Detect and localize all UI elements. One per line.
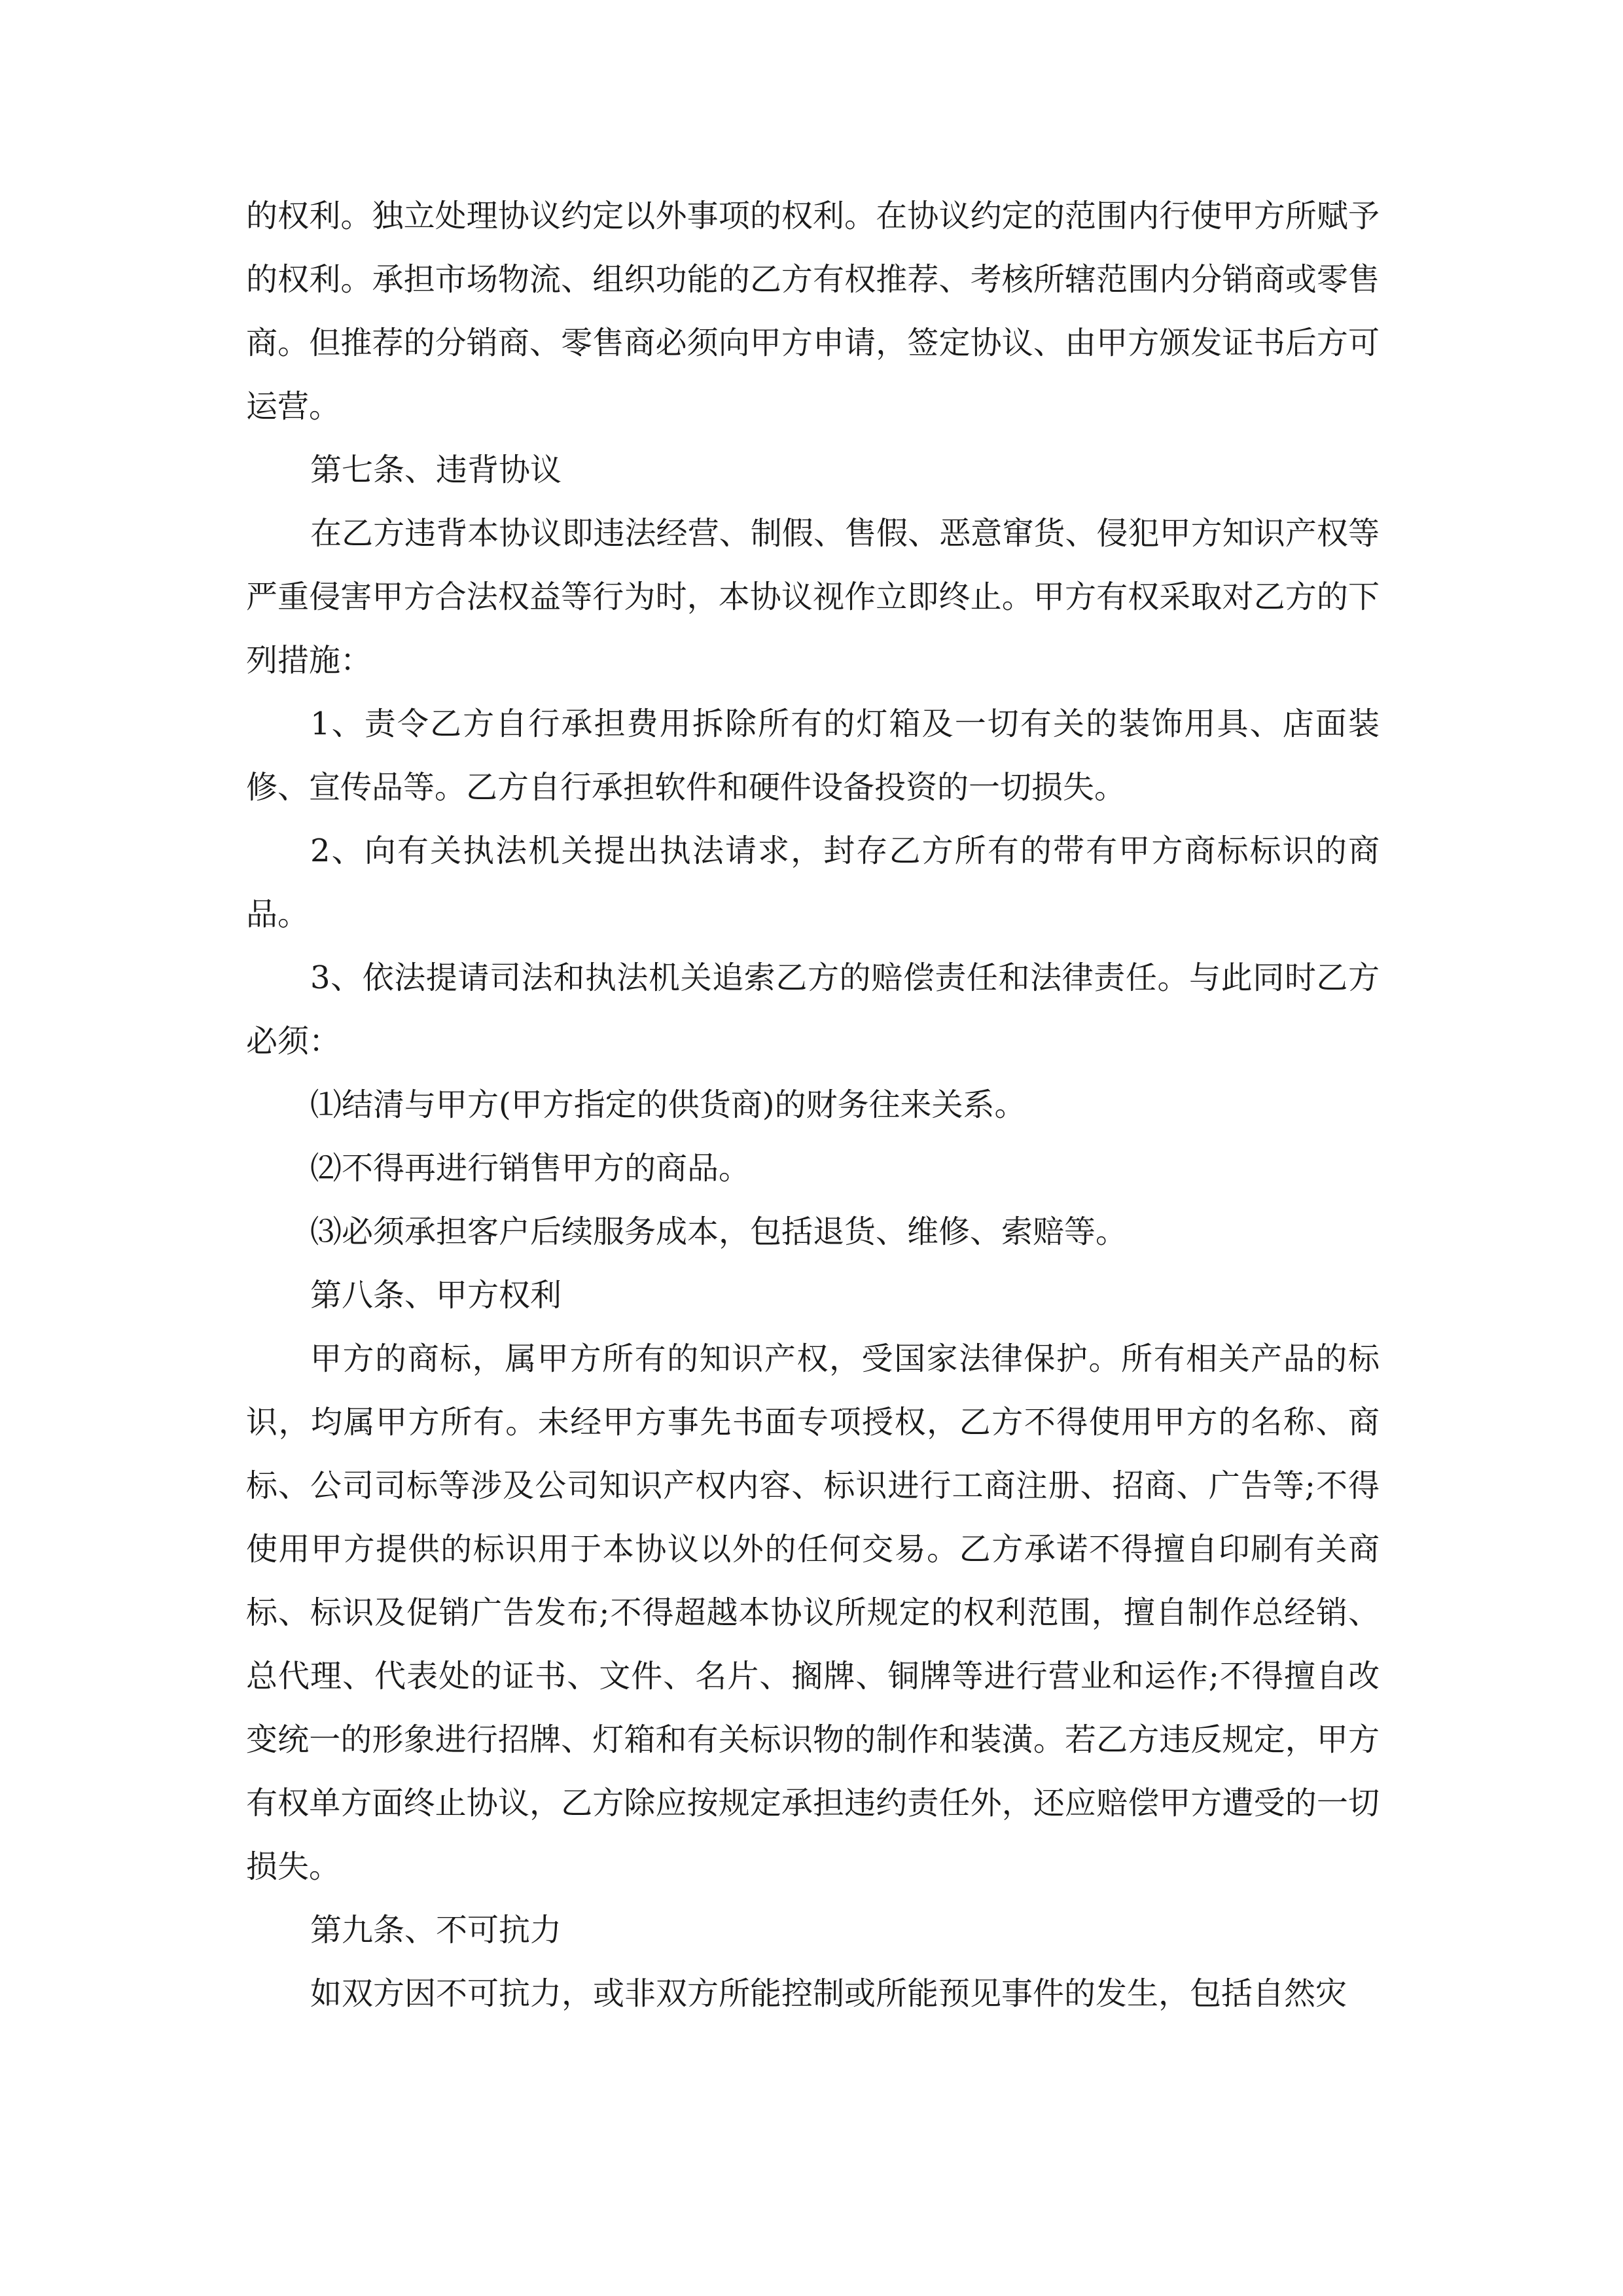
article-7-body: 在乙方违背本协议即违法经营、制假、售假、恶意窜货、侵犯甲方知识产权等严重侵害甲方合法权益等行为时，本协议视作立即终止。甲方有权采取对乙方的下列措施： <box>246 515 1380 679</box>
article-7-item-3: 3、依法提请司法和执法机关追索乙方的赔偿责任和法律责任。与此同时乙方必须： <box>246 960 1380 1060</box>
document-body <box>246 185 1380 2026</box>
article-7-subitem-1: ⑴结清与甲方(甲方指定的供货商)的财务往来关系。 <box>310 1086 1026 1123</box>
article-9-body: 如双方因不可抗力，或非双方所能控制或所能预见事件的发生，包括自然灾 <box>310 1975 1347 2012</box>
paragraph-continuation: 的权利。独立处理协议约定以外事项的权利。在协议约定的范围内行使甲方所赋予的权利。承担市场物流、组织功能的乙方有权推荐、考核所辖范围内分销商或零售商。但推荐的分销商、零售商必须向甲方申请，签定协议、由甲方颁发证书后方可运营。 <box>246 198 1380 425</box>
article-8-body: 甲方的商标，属甲方所有的知识产权，受国家法律保护。所有相关产品的标识，均属甲方所有。未经甲方事先书面专项授权，乙方不得使用甲方的名称、商标、公司司标等涉及公司知识产权内容、标识进行工商注册、招商、广告等;不得使用甲方提供的标识用于本协议以外的任何交易。乙方承诺不得擅自印刷有关商标、标识及促销广告发布;不得超越本协议所规定的权利范围，擅自制作总经销、总代理、代表处的证书、文件、名片、搁牌、铜牌等进行营业和运作;不得擅自改变统一的形象进行招牌、灯箱和有关标识物的制作和装潢。若乙方违反规定，甲方有权单方面终止协议，乙方除应按规定承担违约责任外，还应赔偿甲方遭受的一切损失。 <box>246 1340 1380 1885</box>
article-8-heading: 第八条、甲方权利 <box>310 1277 562 1314</box>
article-7-heading: 第七条、违背协议 <box>310 452 562 488</box>
article-9-heading: 第九条、不可抗力 <box>310 1912 562 1948</box>
article-7-item-2: 2、向有关执法机关提出执法请求，封存乙方所有的带有甲方商标标识的商品。 <box>246 833 1380 933</box>
article-7-subitem-3: ⑶必须承担客户后续服务成本，包括退货、维修、索赔等。 <box>310 1213 1128 1250</box>
article-7-subitem-2: ⑵不得再进行销售甲方的商品。 <box>310 1150 751 1187</box>
article-7-item-1: 1、责令乙方自行承担费用拆除所有的灯箱及一切有关的装饰用具、店面装修、宣传品等。乙方自行承担软件和硬件设备投资的一切损失。 <box>246 706 1380 806</box>
